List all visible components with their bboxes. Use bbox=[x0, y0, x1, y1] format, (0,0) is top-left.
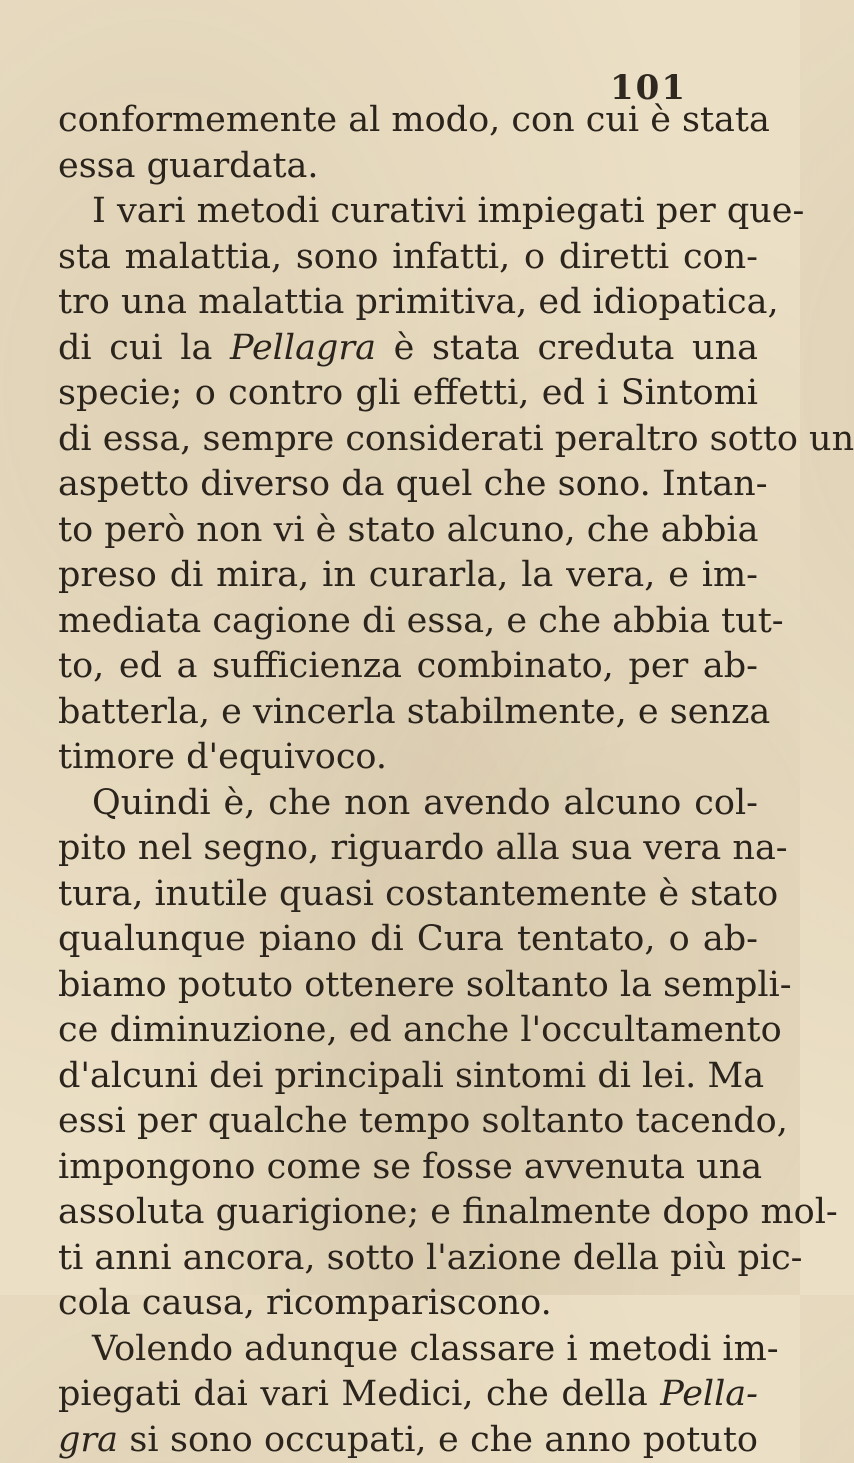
text-line: tro una malattia primitiva, ed idiopatica, bbox=[58, 280, 758, 326]
text-line: I vari metodi curativi impiegati per que- bbox=[58, 189, 758, 235]
text-line: essa guardata. bbox=[58, 144, 758, 190]
text-line: sta malattia, sono infatti, o diretti con- bbox=[58, 235, 758, 281]
text-line: Quindi è, che non avendo alcuno col- bbox=[58, 781, 758, 827]
text-line: pito nel segno, riguardo alla sua vera na- bbox=[58, 826, 758, 872]
text-line: batterla, e vincerla stabilmente, e senza bbox=[58, 690, 758, 736]
page-number: 101 bbox=[610, 68, 687, 108]
text-line: timore d'equivoco. bbox=[58, 735, 758, 781]
text-line: ce diminuzione, ed anche l'occultamento bbox=[58, 1008, 758, 1054]
text-line: assoluta guarigione; e finalmente dopo mol- bbox=[58, 1190, 758, 1236]
text-line: Volendo adunque classare i metodi im- bbox=[58, 1327, 758, 1373]
text-line: di cui la Pellagra è stata creduta una bbox=[58, 326, 758, 372]
text-line: tura, inutile quasi costantemente è stato bbox=[58, 872, 758, 918]
text-line: qualunque piano di Cura tentato, o ab- bbox=[58, 917, 758, 963]
text-line: aspetto diverso da quel che sono. Intan- bbox=[58, 462, 758, 508]
text-line: to, ed a sufficienza combinato, per ab- bbox=[58, 644, 758, 690]
text-line: impongono come se fosse avvenuta una bbox=[58, 1145, 758, 1191]
text-line: biamo potuto ottenere soltanto la sempli- bbox=[58, 963, 758, 1009]
text-line: ti anni ancora, sotto l'azione della più pic- bbox=[58, 1236, 758, 1282]
text-line: conformemente al modo, con cui è stata bbox=[58, 98, 758, 144]
text-line: piegati dai vari Medici, che della Pella- bbox=[58, 1372, 758, 1418]
text-line: d'alcuni dei principali sintomi di lei. Ma bbox=[58, 1054, 758, 1100]
text-line: essi per qualche tempo soltanto tacendo, bbox=[58, 1099, 758, 1145]
text-line: mediata cagione di essa, e che abbia tut- bbox=[58, 599, 758, 645]
text-line: cola causa, ricompariscono. bbox=[58, 1281, 758, 1327]
body-text bbox=[58, 98, 758, 1463]
text-line: to però non vi è stato alcuno, che abbia bbox=[58, 508, 758, 554]
text-line: specie; o contro gli effetti, ed i Sintomi bbox=[58, 371, 758, 417]
text-line: gra si sono occupati, e che anno potuto bbox=[58, 1418, 758, 1463]
text-line: preso di mira, in curarla, la vera, e im- bbox=[58, 553, 758, 599]
text-line: di essa, sempre considerati peraltro sotto un bbox=[58, 417, 758, 463]
